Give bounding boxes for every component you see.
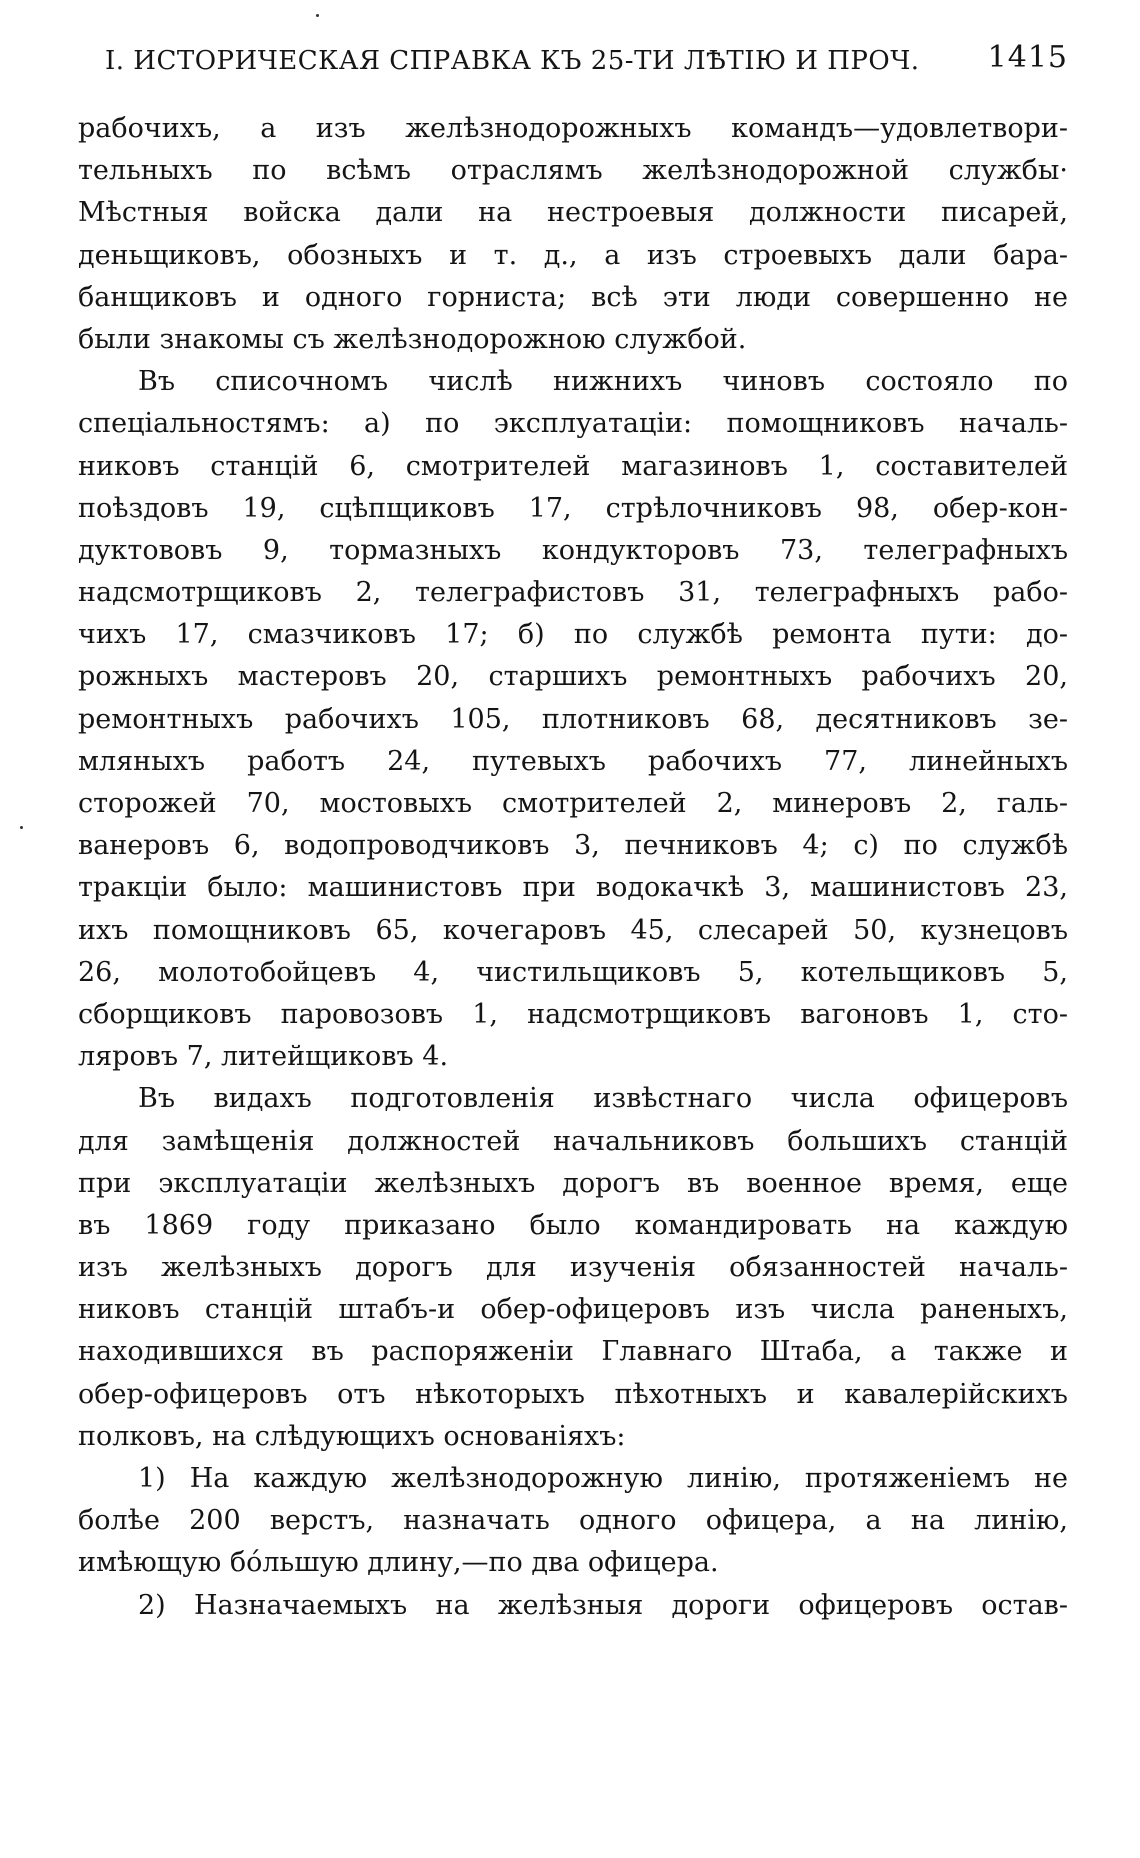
text-line: спеціальностямъ: а) по эксплуатаціи: помощниковъ началь-	[78, 408, 1068, 440]
text-line: банщиковъ и одного горниста; всѣ эти люди совершенно не	[78, 281, 1068, 313]
text-line: сборщиковъ паровозовъ 1, надсмотрщиковъ вагоновъ 1, сто-	[78, 998, 1068, 1030]
text-line: ванеровъ 6, водопроводчиковъ 3, печниковъ 4; с) по службѣ	[78, 830, 1068, 862]
text-line: тельныхъ по всѣмъ отраслямъ желѣзнодорожной службы·	[78, 155, 1068, 187]
text-line: рабочихъ, а изъ желѣзнодорожныхъ командъ—удовлетвори-	[78, 113, 1068, 144]
text-line: полковъ, на слѣдующихъ основаніяхъ:	[78, 1420, 626, 1452]
text-line: дуктововъ 9, тормазныхъ кондукторовъ 73, телеграфныхъ	[78, 534, 1068, 566]
text-line: никовъ станцій штабъ-и обер-офицеровъ изъ числа раненыхъ,	[78, 1294, 1068, 1326]
text-line: обер-офицеровъ отъ нѣкоторыхъ пѣхотныхъ и кавалерійскихъ	[78, 1378, 1068, 1410]
text-line: деньщиковъ, обозныхъ и т. д., а изъ строевыхъ дали бара-	[78, 239, 1068, 271]
text-line: находившихся въ распоряженіи Главнаго Штаба, а также и	[78, 1336, 1068, 1368]
text-line: 26, молотобойцевъ 4, чистильщиковъ 5, котельщиковъ 5,	[78, 956, 1068, 988]
text-line: чихъ 17, смазчиковъ 17; б) по службѣ ремонта пути: до-	[78, 619, 1068, 651]
text-line: 1) На каждую желѣзнодорожную линію, протяженіемъ не	[138, 1463, 1068, 1494]
text-line: ихъ помощниковъ 65, кочегаровъ 45, слесарей 50, кузнецовъ	[78, 914, 1068, 946]
print-speck	[20, 826, 23, 829]
page-number: 1415	[987, 40, 1068, 75]
text-line: болѣе 200 верстъ, назначать одного офицера, а на линію,	[78, 1505, 1068, 1537]
text-line: были знакомы съ желѣзнодорожною службой.	[78, 323, 747, 355]
text-line: Мѣстныя войска дали на нестроевыя должности писарей,	[78, 197, 1068, 229]
text-line: ляровъ 7, литейщиковъ 4.	[78, 1041, 449, 1073]
body-text	[78, 108, 1068, 1627]
text-line: надсмотрщиковъ 2, телеграфистовъ 31, телеграфныхъ рабо-	[78, 577, 1068, 609]
text-line: рожныхъ мастеровъ 20, старшихъ ремонтныхъ рабочихъ 20,	[78, 661, 1068, 693]
running-title: I. ИСТОРИЧЕСКАЯ СПРАВКА КЪ 25-ТИ ЛѢТІЮ И ПРОЧ.	[105, 46, 920, 76]
text-line: 2) Назначаемыхъ на желѣзныя дороги офицеровъ остав-	[138, 1589, 1068, 1621]
text-line: сторожей 70, мостовыхъ смотрителей 2, минеровъ 2, галь-	[78, 788, 1068, 819]
text-line: имѣющую бóльшую длину,—по два офицера.	[78, 1547, 719, 1579]
text-line: никовъ станцій 6, смотрителей магазиновъ 1, составителей	[78, 450, 1068, 482]
text-line: ремонтныхъ рабочихъ 105, плотниковъ 68, десятниковъ зе-	[78, 703, 1068, 735]
text-line: для замѣщенія должностей начальниковъ большихъ станцій	[78, 1125, 1068, 1157]
text-line: мляныхъ работъ 24, путевыхъ рабочихъ 77, линейныхъ	[78, 745, 1068, 777]
text-line: изъ желѣзныхъ дорогъ для изученія обязанностей началь-	[78, 1252, 1068, 1284]
print-speck	[316, 14, 319, 17]
text-line: при эксплуатаціи желѣзныхъ дорогъ въ военное время, еще	[78, 1167, 1068, 1199]
text-line: въ 1869 году приказано было командировать на каждую	[78, 1209, 1068, 1241]
text-line: Въ списочномъ числѣ нижнихъ чиновъ состояло по	[138, 366, 1068, 398]
text-line: Въ видахъ подготовленія извѣстнаго числа офицеровъ	[138, 1083, 1068, 1115]
text-line: поѣздовъ 19, сцѣпщиковъ 17, стрѣлочниковъ 98, обер-кон-	[78, 492, 1068, 524]
running-header	[78, 40, 1068, 80]
text-line: тракціи было: машинистовъ при водокачкѣ 3, машинистовъ 23,	[78, 872, 1068, 904]
